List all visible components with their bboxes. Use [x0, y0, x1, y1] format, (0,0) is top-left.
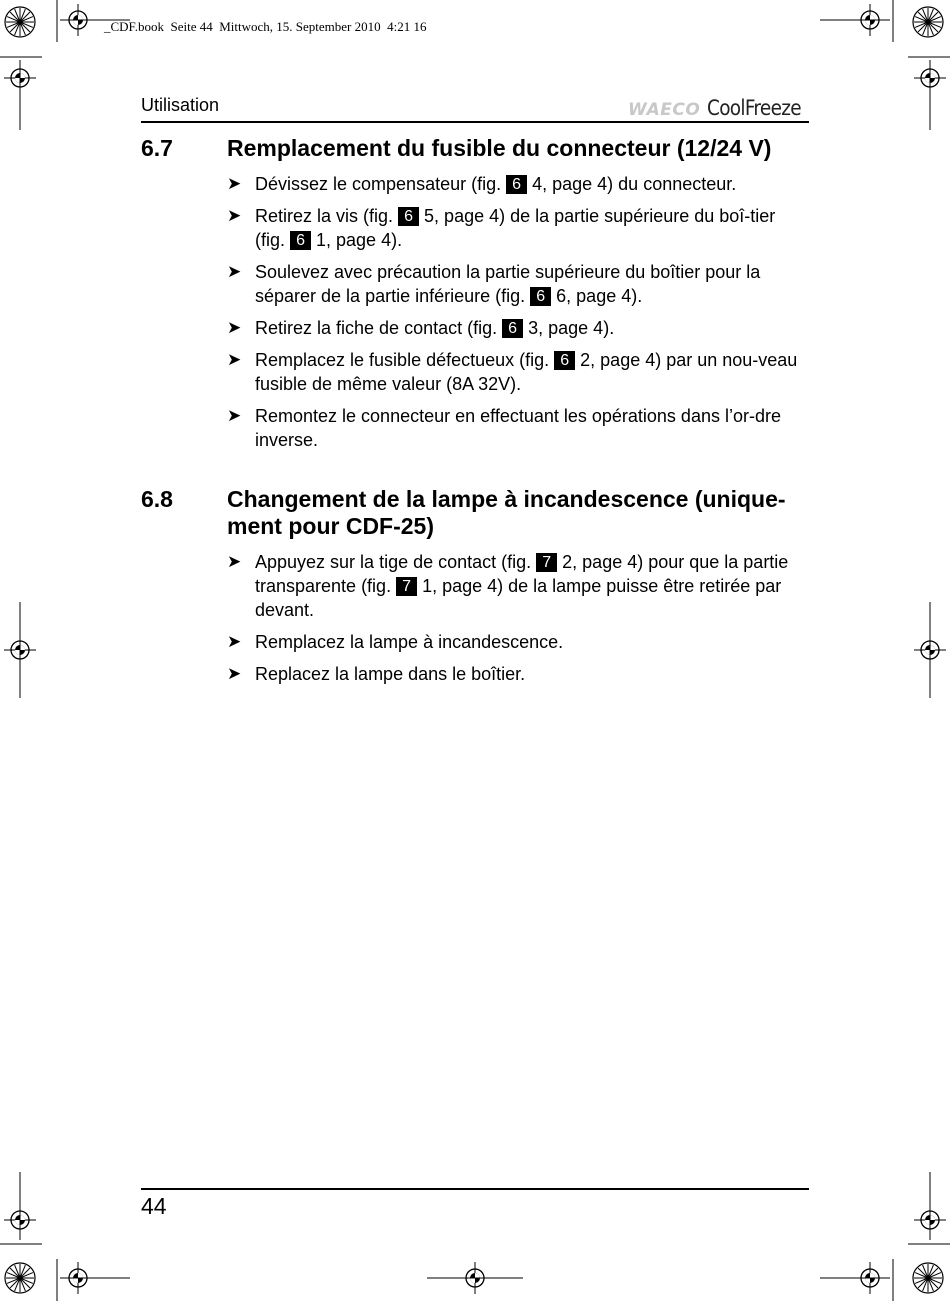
- sunburst-mark-icon: [913, 1263, 943, 1293]
- step-text: Appuyez sur la tige de contact (fig.: [255, 552, 537, 572]
- list-item: [227, 404, 809, 452]
- step-text: Retirez la fiche de contact (fig.: [255, 318, 503, 338]
- step-list: [227, 172, 809, 460]
- figure-badge: 6: [530, 287, 551, 306]
- list-item: [227, 172, 809, 196]
- step-text: 3, page 4).: [523, 318, 615, 338]
- step-list: [227, 550, 809, 694]
- arrow-bullet-icon: ➤: [227, 664, 242, 683]
- list-item: [227, 550, 809, 622]
- arrow-bullet-icon: ➤: [227, 206, 242, 225]
- step-text: Soulevez avec précaution la partie supérieure du boîtier pour la séparer de la partie inférieure (fig.: [255, 262, 761, 306]
- sunburst-mark-icon: [5, 7, 35, 37]
- list-item: [227, 260, 809, 308]
- step-text: Retirez la vis (fig.: [255, 206, 399, 226]
- sunburst-mark-icon: [913, 7, 943, 37]
- list-item: [227, 662, 809, 686]
- step-text: Remontez le connecteur en effectuant les opérations dans l’or-dre inverse.: [255, 406, 781, 450]
- step-text: 2, page 4) par un nou-veau fusible de même valeur (8A 32V).: [255, 350, 798, 394]
- step-text: 1, page 4).: [311, 230, 403, 250]
- step-text: Remplacez la lampe à incandescence.: [255, 632, 564, 652]
- arrow-bullet-icon: ➤: [227, 350, 242, 369]
- figure-badge: 6: [506, 175, 527, 194]
- step-text: Dévissez le compensateur (fig.: [255, 174, 507, 194]
- section-title: Remplacement du fusible du connecteur (12/24 V): [227, 135, 772, 161]
- sunburst-mark-icon: [5, 1263, 35, 1293]
- step-text: 5, page 4) de la partie supérieure du boî-tier (fig.: [255, 206, 776, 250]
- list-item: [227, 204, 809, 252]
- section-title: Changement de la lampe à incandescence (unique-ment pour CDF-25): [227, 486, 786, 539]
- brand-logo: [628, 96, 814, 120]
- product-name: CoolFreeze: [707, 96, 802, 120]
- figure-badge: 7: [536, 553, 557, 572]
- step-text: 4, page 4) du connecteur.: [527, 174, 737, 194]
- arrow-bullet-icon: ➤: [227, 632, 242, 651]
- step-text: Remplacez le fusible défectueux (fig.: [255, 350, 555, 370]
- step-text: 6, page 4).: [551, 286, 643, 306]
- arrow-bullet-icon: ➤: [227, 552, 242, 571]
- list-item: [227, 316, 809, 340]
- arrow-bullet-icon: ➤: [227, 318, 242, 337]
- brand-name: WAECO: [628, 100, 701, 120]
- figure-badge: 6: [398, 207, 419, 226]
- arrow-bullet-icon: ➤: [227, 406, 242, 425]
- figure-badge: 6: [290, 231, 311, 250]
- arrow-bullet-icon: ➤: [227, 262, 242, 281]
- footer-rule: [141, 1188, 809, 1190]
- step-text: 2, page 4) pour que la partie transparente (fig.: [255, 552, 789, 596]
- section-number: 6.8: [141, 486, 173, 512]
- figure-badge: 6: [502, 319, 523, 338]
- list-item: [227, 348, 809, 396]
- figure-badge: 7: [396, 577, 417, 596]
- figure-badge: 6: [554, 351, 575, 370]
- step-text: 1, page 4) de la lampe puisse être retirée par devant.: [255, 576, 782, 620]
- print-info-line: _CDF.book Seite 44 Mittwoch, 15. September 2010 4:21 16: [104, 19, 427, 34]
- header-section-label: Utilisation: [141, 95, 220, 115]
- page-number: 44: [141, 1193, 167, 1219]
- step-text: Replacez la lampe dans le boîtier.: [255, 664, 526, 684]
- arrow-bullet-icon: ➤: [227, 174, 242, 193]
- list-item: [227, 630, 809, 654]
- header-rule: [141, 121, 809, 123]
- section-number: 6.7: [141, 135, 173, 161]
